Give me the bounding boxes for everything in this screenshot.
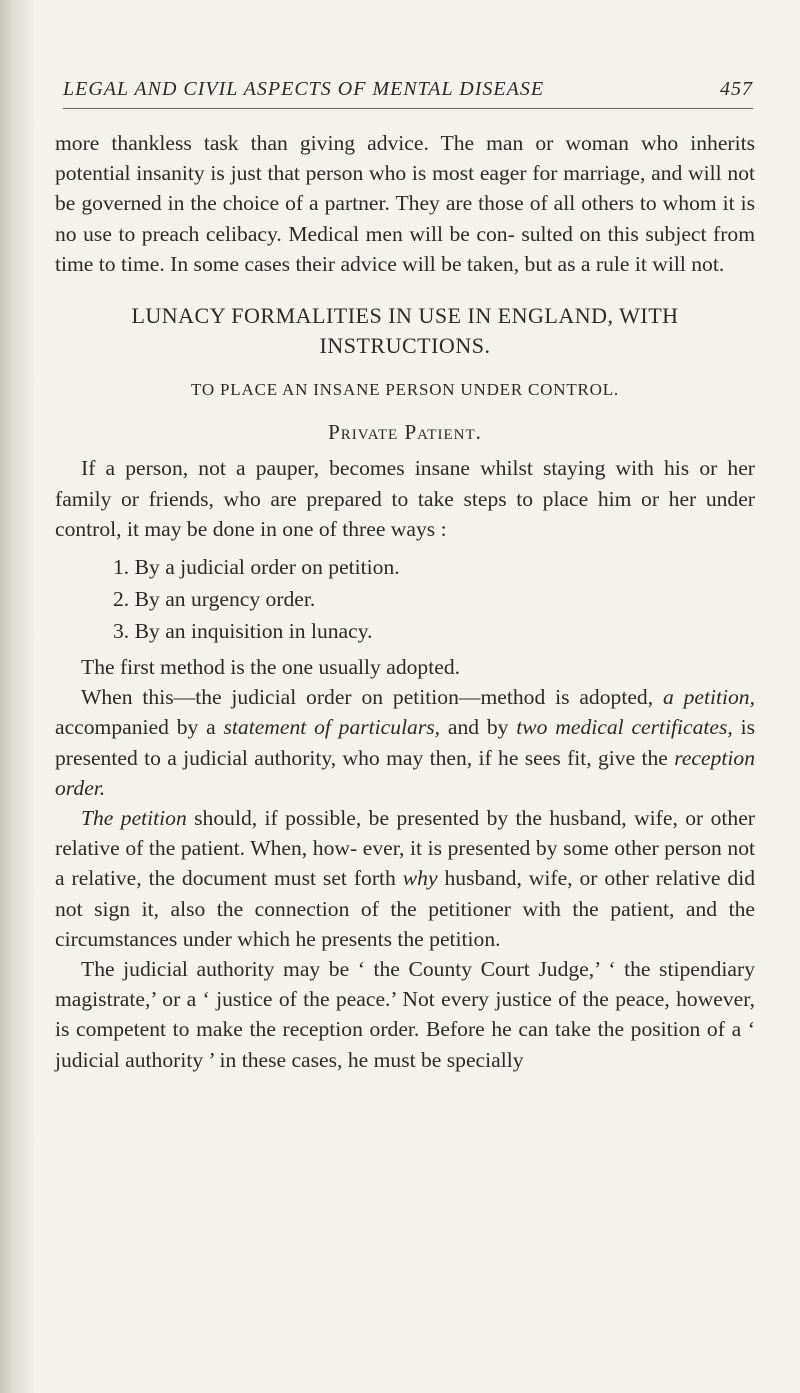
list-item: 2. By an urgency order.: [113, 587, 316, 612]
method-list: [55, 552, 755, 648]
paragraph-first-method: The first method is the one usually adopted.: [81, 655, 461, 680]
sub-heading: TO PLACE AN INSANE PERSON UNDER CONTROL.: [191, 380, 619, 400]
body-text: [55, 128, 755, 1075]
header-rule: [63, 108, 753, 109]
running-title: LEGAL AND CIVIL ASPECTS OF MENTAL DISEASE: [63, 78, 545, 100]
intro-paragraph: more thankless task than giving advice. The man or woman who inherits potential insanity is just that person who is most eager for marriage, and will not be governed in the choice of a partner. They are those of all others to whom it is no use to preach celibacy. Medical men will be con- sulted on this subject from time to time. In some cases their advice will be taken, but as a rule it will not.: [55, 131, 755, 276]
paragraph-who-presents: The petition should, if possible, be presented by the husband, wife, or other relative of the patient. When, how- ever, it is presented by some other person not a relative, the document must set forth why husband, wife, or other relative did not sign it, also the connection of the petitioner with the patient, and the circumstances under which he presents the petition.: [55, 806, 755, 951]
list-item: 3. By an inquisition in lunacy.: [113, 619, 373, 644]
running-head: [63, 78, 753, 101]
section-heading: Private Patient.: [328, 420, 482, 445]
paragraph-three-ways: If a person, not a pauper, becomes insane whilst staying with his or her family or friends, who are prepared to take steps to place him or her under control, it may be done in one of three ways :: [55, 456, 755, 541]
page-number: 457: [720, 78, 753, 100]
page-gutter-shadow: [0, 0, 34, 1393]
list-item: 1. By a judicial order on petition.: [113, 555, 400, 580]
paragraph-petition-process: When this—the judicial order on petition—method is adopted, a petition, accompanied by a statement of particulars, and by two medical certificates, is presented to a judicial authority, who may then, if he sees fit, give the reception order.: [55, 685, 756, 800]
main-heading: LUNACY FORMALITIES IN USE IN ENGLAND, WITH INSTRUCTIONS.: [131, 303, 679, 359]
paragraph-judicial-authority: The judicial authority may be ‘ the County Court Judge,’ ‘ the stipendiary magistrate,’ or a ‘ justice of the peace.’ Not every justice of the peace, however, is competent to make the reception order. Before he can take the position of a ‘ judicial authority ’ in these cases, he must be specially: [55, 957, 755, 1072]
